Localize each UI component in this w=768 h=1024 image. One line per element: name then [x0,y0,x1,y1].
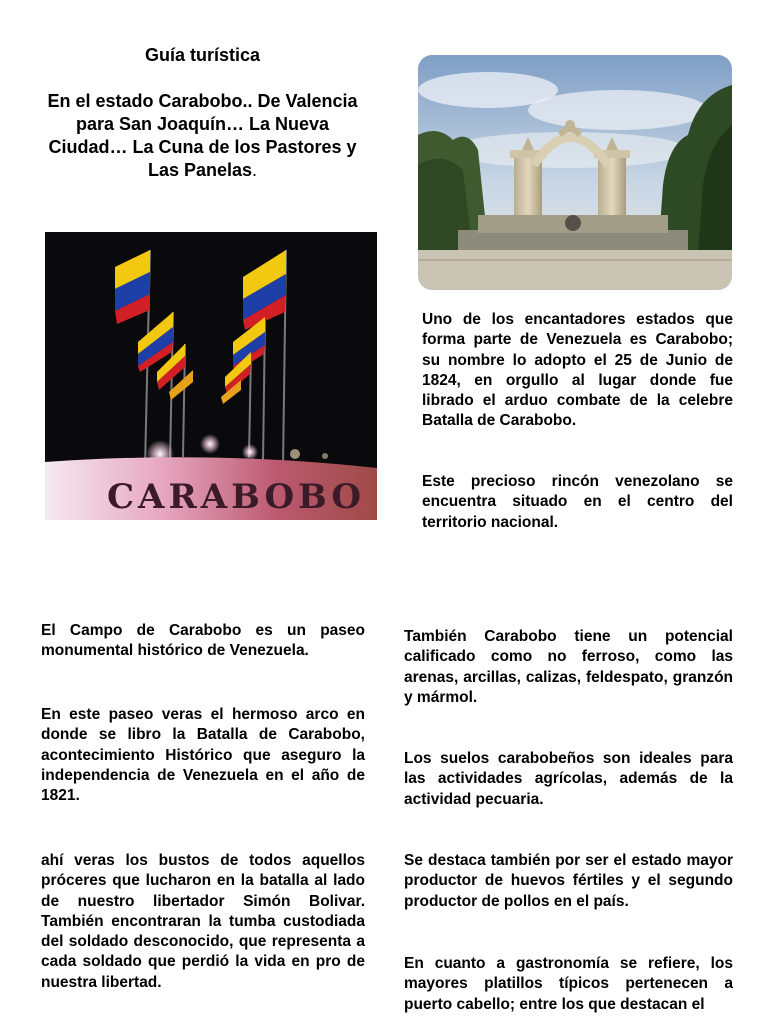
subtitle-text: En el estado Carabobo.. De Valencia para San Joaquín… La Nueva Ciudad… La Cuna de los Pastores y Las Panelas [47,91,358,180]
carabobo-arch-icon [418,55,732,290]
right-paragraph-4: En cuanto a gastronomía se refiere, los mayores platillos típicos pertenecen a puerto cabello; entre los que destacan el [404,955,733,1013]
right-paragraph-2: Los suelos carabobeños son ideales para las actividades agrícolas, además de la actividad pecuaria. [404,750,733,808]
flags-night-icon [45,232,377,520]
left-paragraph-1: El Campo de Carabobo es un paseo monumental histórico de Venezuela. [41,622,365,660]
left-paragraph-3: ahí veras los bustos de todos aquellos próceres que lucharon en la batalla al lado de nuestro libertador Simón Bolivar. También encontraran la tumba custodiada del soldado desconocido, que representa a cada soldado que perdió la vida en pro de nuestra libertad. [41,852,365,991]
subtitle-period: . [252,160,258,180]
page-title: Guía turística [144,45,261,65]
sign-text: CARABOBO [107,477,366,517]
left-paragraph-2: En este paseo veras el hermoso arco en donde se libro la Batalla de Carabobo, acontecimiento Histórico que aseguro la independencia de Venezuela en el año de 1821. [41,706,365,805]
intro-paragraph-2: Este precioso rincón venezolano se encuentra situado en el centro del territorio nacional. [422,473,733,531]
right-paragraph-1: También Carabobo tiene un potencial calificado como no ferroso, como las arenas, arcillas, calizas, feldespato, granzón y mármol. [404,628,733,706]
carabobo-flags-photo [45,232,377,520]
page-subtitle [40,90,365,182]
right-paragraph-3: Se destaca también por ser el estado mayor productor de huevos fértiles y el segundo productor de pollos en el país. [404,852,733,910]
title-block [40,44,365,182]
intro-paragraph-1: Uno de los encantadores estados que forma parte de Venezuela es Carabobo; su nombre lo adopto el 25 de Junio de 1824, en orgullo al lugar donde fue librado el arduo combate de la celebre Batalla de Carabobo. [422,311,733,430]
carabobo-arch-photo [418,55,732,290]
